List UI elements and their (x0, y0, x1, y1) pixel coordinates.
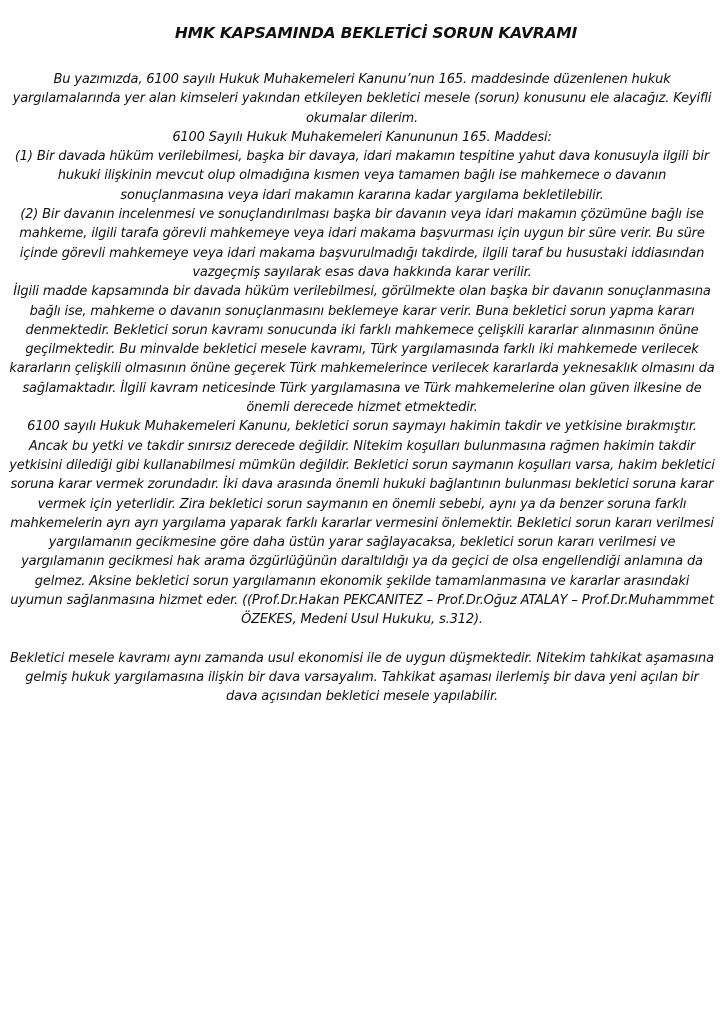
article-clause-1: (1) Bir davada hüküm verilebilmesi, başka bir davaya, idari makamın tespitine yahut dava konusuyla ilgili bir hukuki ilişkinin mevcut olup olmadığına kısmen veya tamamen bağlı ise mahkemece o davanın sonuçlanmasına veya idari makamın kararına kadar yargılama bekletilebilir. (14, 149, 710, 203)
discretion-paragraph: 6100 sayılı Hukuk Muhakemeleri Kanunu, bekletici sorun saymayı hakimin takdir ve yetkisine bırakmıştır. Ancak bu yetki ve takdir sınırsız derecede değildir. Nitekim koşulları bulunmasına rağmen hakimin takdir yetkisini dilediği gibi kullanabilmesi mümkün değildir. Bekletici sorun saymanın koşulları varsa, hakim bekletici soruna karar vermek zorundadır. İki dava arasında önemli hukuki bağlantının bulunması bekletici soruna karar vermek için yeterlidir. Zira bekletici sorun saymanın en önemli sebebi, aynı ya da benzer soruna farklı mahkemelerin ayrı ayrı yargılama yaparak farklı kararlar vermesini önlemektir. Bekletici sorun kararı verilmesi yargılamanın gecikmesine göre daha üstün yarar sağlayacaksa, bekletici sorun kararı verilmesi ve yargılamanın gecikmesi hak arama özgürlüğünün daraltıldığı ya da geçici de olsa engellendiği anlamına da gelmez. Aksine bekletici sorun yargılamanın ekonomik şekilde tamamlanmasına ve kararlar arasındaki uyumun sağlanmasına hizmet eder. ((Prof.Dr.Hakan PEKCANITEZ – Prof.Dr.Oğuz ATALAY – Prof.Dr.Muhammmet ÖZEKES, Medeni Usul Hukuku, s.312). (9, 419, 715, 628)
analysis-paragraph: İlgili madde kapsamında bir davada hüküm verilebilmesi, görülmekte olan başka bir davanın sonuçlanmasına bağlı ise, mahkeme o davanın sonuçlanmasını beklemeye karar verir. Buna bekletici sorun yapma kararı denmektedir. Bekletici sorun kavramı sonucunda iki farklı mahkemece çelişkili kararlar alınmasının önüne geçilmektedir. Bu minvalde bekletici mesele kavramı, Türk yargılamasında farklı iki mahkemede verilecek kararların çelişkili olmasının önüne geçerek Türk mahkemelerince verilecek kararlarda yeknesaklık olmasını da sağlamaktadır. İlgili kavram neticesinde Türk yargılamasına ve Türk mahkemelerine olan güven ilkesine de önemli derecede hizmet etmektedir. (9, 284, 715, 416)
article-clause-2: (2) Bir davanın incelenmesi ve sonuçlandırılması başka bir davanın veya idari makamın çözümüne bağlı ise mahkeme, ilgili tarafa görevli mahkemeye veya idari makama başvurması için uygun bir süre verir. Bu süre içinde görevli mahkemeye veya idari makama başvurulmadığı takdirde, ilgili taraf bu husustaki iddiasından vazgeçmiş sayılarak esas dava hakkında karar verilir. (19, 207, 705, 280)
intro-paragraph: Bu yazımızda, 6100 sayılı Hukuk Muhakemeleri Kanunu’nun 165. maddesinde düzenlenen hukuk yargılamalarında yer alan kimseleri yakından etkileyen bekletici mesele (sorun) konusunu ele alacağız. Keyifli okumalar dilerim. (12, 72, 712, 126)
procedural-economy-paragraph: Bekletici mesele kavramı aynı zamanda usul ekonomisi ile de uygun düşmektedir. Nitekim tahkikat aşamasına gelmiş hukuk yargılamasına ilişkin bir dava varsayalım. Tahkikat aşaması ilerlemiş bir dava yeni açılan bir dava açısından bekletici mesele yapılabilir. (10, 650, 714, 705)
article-heading: 6100 Sayılı Hukuk Muhakemeleri Kanununun 165. Maddesi: (172, 129, 552, 145)
document-body (8, 70, 716, 707)
document-title: HMK KAPSAMINDA BEKLETİCİ SORUN KAVRAMI (174, 24, 578, 42)
